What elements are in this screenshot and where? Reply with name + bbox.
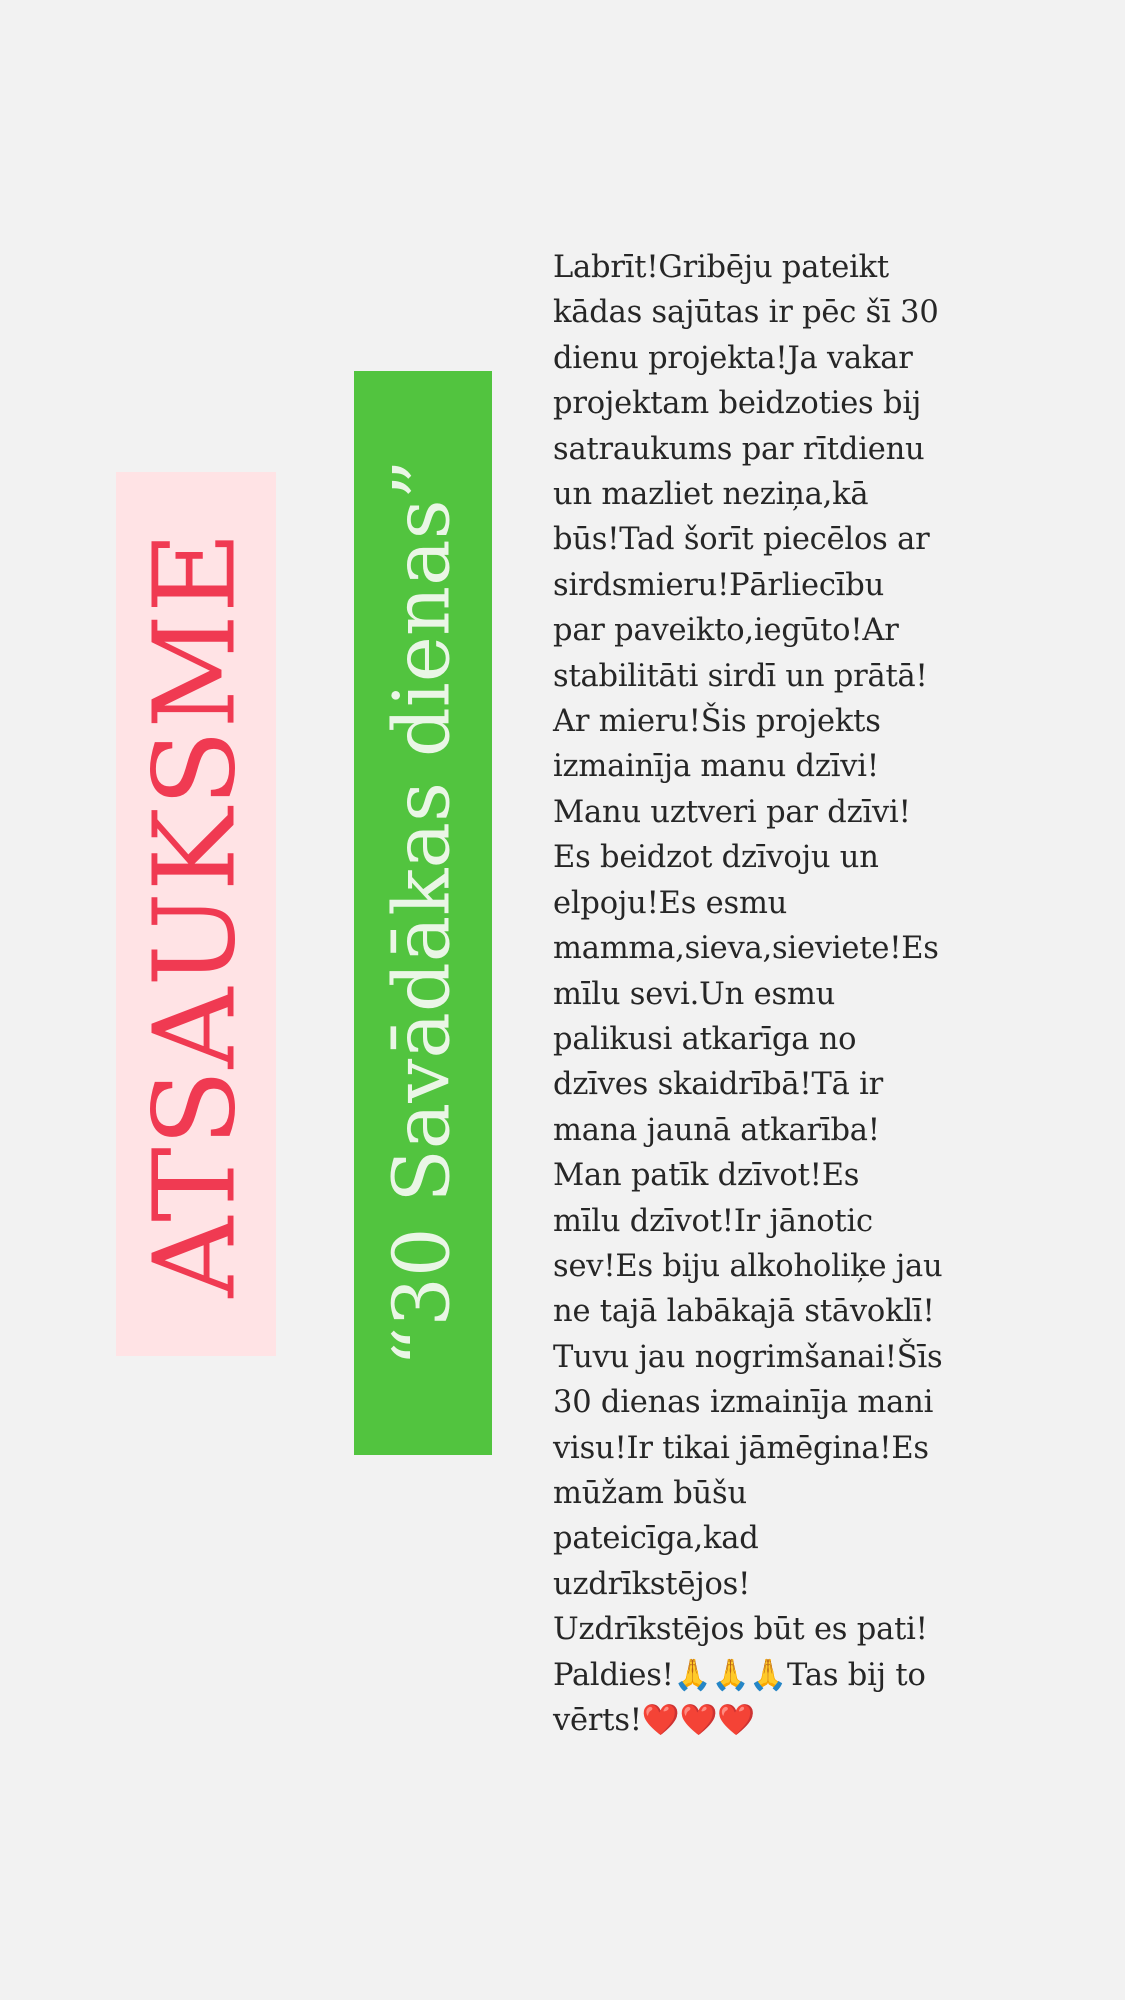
testimonial-line: satraukums par rītdienu — [553, 431, 925, 467]
testimonial-line: un mazliet neziņa,kā — [553, 477, 869, 513]
testimonial-line: elpoju!Es esmu — [553, 885, 788, 921]
testimonial-line: projektam beidzoties bij — [553, 386, 922, 422]
testimonial-line: Uzdrīkstējos būt es pati! — [553, 1612, 928, 1648]
testimonial-text — [553, 245, 989, 1743]
testimonial-line: kādas sajūtas ir pēc šī 30 — [553, 295, 939, 331]
testimonial-line: palikusi atkarīga no — [553, 1021, 857, 1057]
testimonial-line: stabilitāti sirdī un prātā! — [553, 658, 928, 694]
testimonial-line: Tuvu jau nogrimšanai!Šīs — [553, 1339, 943, 1375]
testimonial-line: sirdsmieru!Pārliecību — [553, 567, 885, 603]
testimonial-line: mīlu dzīvot!Ir jānotic — [553, 1203, 873, 1239]
testimonial-line: Man patīk dzīvot!Es — [553, 1158, 860, 1194]
testimonial-line: vērts!❤️❤️❤️ — [553, 1703, 756, 1738]
testimonial-line: 30 dienas izmainīja mani — [553, 1385, 934, 1421]
title-text: “30 Savādākas dienas” — [378, 459, 469, 1367]
testimonial-line: būs!Tad šorīt piecēlos ar — [553, 522, 930, 558]
testimonial-line: ne tajā labākajā stāvoklī! — [553, 1294, 935, 1330]
title-banner — [354, 371, 492, 1455]
testimonial-line: pateicīga,kad — [553, 1521, 759, 1557]
testimonial-line: Labrīt!Gribēju pateikt — [553, 250, 889, 285]
testimonial-line: Ar mieru!Šis projekts — [553, 704, 881, 740]
testimonial-line: dienu projekta!Ja vakar — [553, 340, 913, 376]
testimonial-line: Paldies!🙏🙏🙏Tas bij to — [553, 1657, 926, 1693]
testimonial-line: izmainīja manu dzīvi! — [553, 749, 879, 785]
testimonial-line: mamma,sieva,sieviete!Es — [553, 931, 939, 967]
testimonial-line: par paveikto,iegūto!Ar — [553, 613, 899, 649]
testimonial-line: Manu uztveri par dzīvi! — [553, 794, 911, 830]
testimonial-line: sev!Es biju alkoholiķe jau — [553, 1248, 943, 1284]
testimonial-line: mīlu sevi.Un esmu — [553, 976, 836, 1012]
testimonial-line: mana jaunā atkarība! — [553, 1112, 880, 1148]
testimonial-line: dzīves skaidrībā!Tā ir — [553, 1067, 884, 1103]
label-banner — [116, 472, 276, 1356]
testimonial-line: mūžam būšu — [553, 1475, 747, 1511]
label-text: ATSAUKSME — [131, 530, 262, 1298]
testimonial-line: uzdrīkstējos! — [553, 1566, 751, 1602]
testimonial-line: visu!Ir tikai jāmēgina!Es — [553, 1430, 929, 1466]
testimonial-line: Es beidzot dzīvoju un — [553, 840, 879, 876]
